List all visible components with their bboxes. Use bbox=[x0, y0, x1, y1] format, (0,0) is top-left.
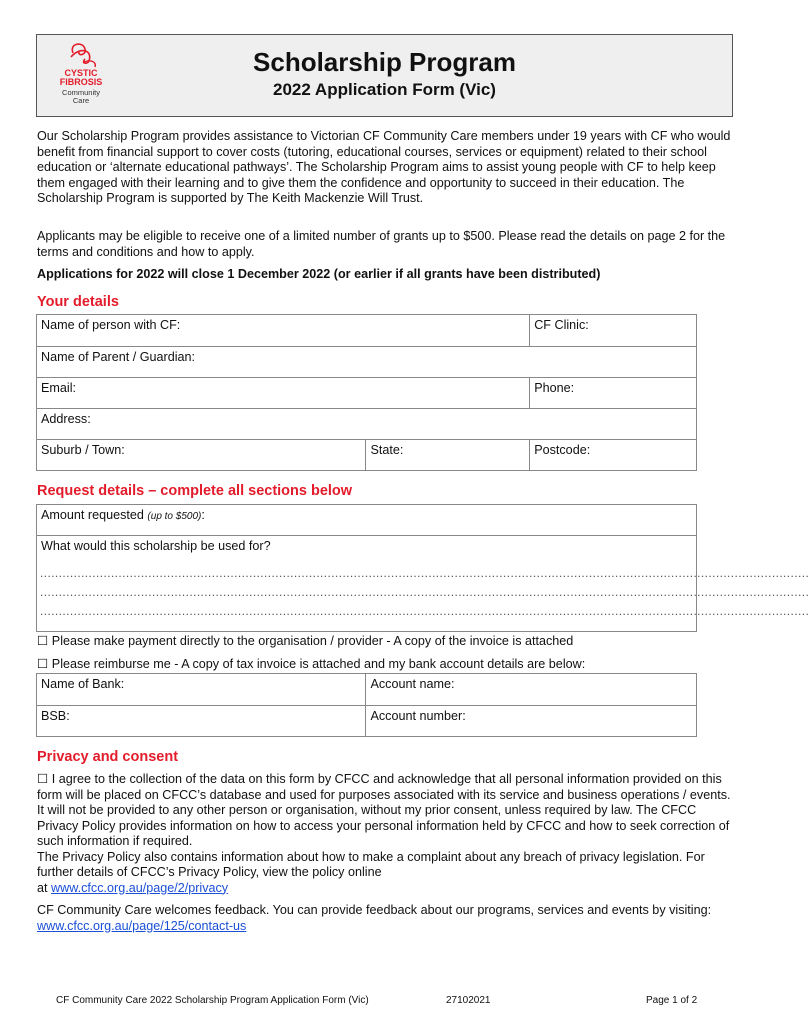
privacy-consent-text[interactable] bbox=[37, 772, 737, 896]
phone-field[interactable]: Phone: bbox=[530, 378, 697, 409]
deadline-notice: Applications for 2022 will close 1 December 2022 (or earlier if all grants have been distributed) bbox=[37, 267, 601, 281]
usage-field[interactable]: What would this scholarship be used for? bbox=[37, 536, 697, 632]
payment-option-reimburse[interactable]: ☐ Please reimburse me - A copy of tax invoice is attached and my bank account details are below: bbox=[37, 657, 586, 671]
payment-option-provider[interactable]: ☐ Please make payment directly to the organisation / provider - A copy of the invoice is attached bbox=[37, 634, 574, 648]
cf-clinic-field[interactable]: CF Clinic: bbox=[530, 315, 697, 347]
amount-field[interactable] bbox=[37, 505, 697, 536]
location-table bbox=[36, 439, 697, 471]
footer-title: CF Community Care 2022 Scholarship Program Application Form (Vic) bbox=[56, 995, 369, 1006]
page-subtitle: 2022 Application Form (Vic) bbox=[273, 80, 496, 99]
state-field[interactable]: State: bbox=[366, 440, 530, 471]
suburb-field[interactable]: Suburb / Town: bbox=[37, 440, 366, 471]
footer-page-number: Page 1 of 2 bbox=[646, 995, 698, 1006]
parent-field[interactable]: Name of Parent / Guardian: bbox=[37, 347, 697, 378]
logo-line-2: FIBROSIS bbox=[59, 77, 103, 87]
logo-line-4: Care bbox=[72, 96, 90, 105]
logo-line-1: CYSTIC bbox=[64, 68, 98, 78]
account-number-field[interactable]: Account number: bbox=[366, 706, 697, 737]
feedback-text: CF Community Care welcomes feedback. You can provide feedback about our programs, services and events by visiting: bbox=[37, 903, 712, 917]
name-cf-field[interactable]: Name of person with CF: bbox=[37, 315, 530, 347]
amount-note: (up to $500) bbox=[147, 511, 202, 522]
amount-colon: : bbox=[201, 508, 205, 522]
footer-code: 27102021 bbox=[446, 995, 491, 1006]
form-header bbox=[36, 34, 733, 117]
amount-label: Amount requested bbox=[41, 508, 144, 522]
request-details-heading: Request details – complete all sections below bbox=[37, 483, 353, 499]
bank-table bbox=[36, 673, 697, 737]
contact-link[interactable]: www.cfcc.org.au/page/125/contact-us bbox=[37, 918, 247, 933]
page-title: Scholarship Program bbox=[253, 47, 516, 77]
logo-line-3: Community bbox=[62, 88, 100, 97]
privacy-heading: Privacy and consent bbox=[37, 749, 179, 765]
bank-name-field[interactable]: Name of Bank: bbox=[37, 674, 366, 706]
account-name-field[interactable]: Account name: bbox=[366, 674, 697, 706]
privacy-policy-link[interactable]: www.cfcc.org.au/page/2/privacy bbox=[51, 880, 229, 895]
bsb-field[interactable]: BSB: bbox=[37, 706, 366, 737]
address-field[interactable]: Address: bbox=[37, 409, 697, 440]
feedback-paragraph bbox=[37, 903, 737, 934]
usage-line-1[interactable]: .............................................................................................................................................................................................................. bbox=[40, 566, 809, 580]
privacy-at: at bbox=[37, 880, 52, 895]
your-details-table bbox=[36, 314, 697, 440]
usage-line-3[interactable]: .............................................................................................................................................................................................................. bbox=[40, 604, 809, 618]
intro-paragraph: Our Scholarship Program provides assistance to Victorian CF Community Care members under 19 years with CF who would benefit from financial support to cover costs (tutoring, educational courses, services or equipment) related to their school education or ‘alternate educational pathways’. The Scholarship Program aims to assist young people with CF to help keep them engaged with their learning and to give them the confidence and opportunity to succeed in their education. The Scholarship Program is supported by The Keith Mackenzie Will Trust. bbox=[37, 129, 731, 205]
your-details-heading: Your details bbox=[37, 294, 119, 310]
email-field[interactable]: Email: bbox=[37, 378, 530, 409]
usage-line-2[interactable]: .............................................................................................................................................................................................................. bbox=[40, 585, 809, 599]
privacy-body: ☐ I agree to the collection of the data on this form by CFCC and acknowledge that all personal information provided on this form will be placed on CFCC’s database and used for purposes associated with its service and business operations / events. It will not be provided to any other person or organisation, without my prior consent, unless required by law. The CFCC Privacy Policy provides information on how to access your personal information held by CFCC and how to seek correction of such information if required. bbox=[37, 772, 731, 848]
postcode-field[interactable]: Postcode: bbox=[530, 440, 697, 471]
privacy-body-2: The Privacy Policy also contains information about how to make a complaint about any breach of privacy legislation. For further details of CFCC’s Privacy Policy, view the policy online bbox=[37, 849, 705, 879]
eligibility-paragraph: Applicants may be eligible to receive one of a limited number of grants up to $500. Please read the details on page 2 for the terms and conditions and how to apply. bbox=[37, 229, 726, 259]
